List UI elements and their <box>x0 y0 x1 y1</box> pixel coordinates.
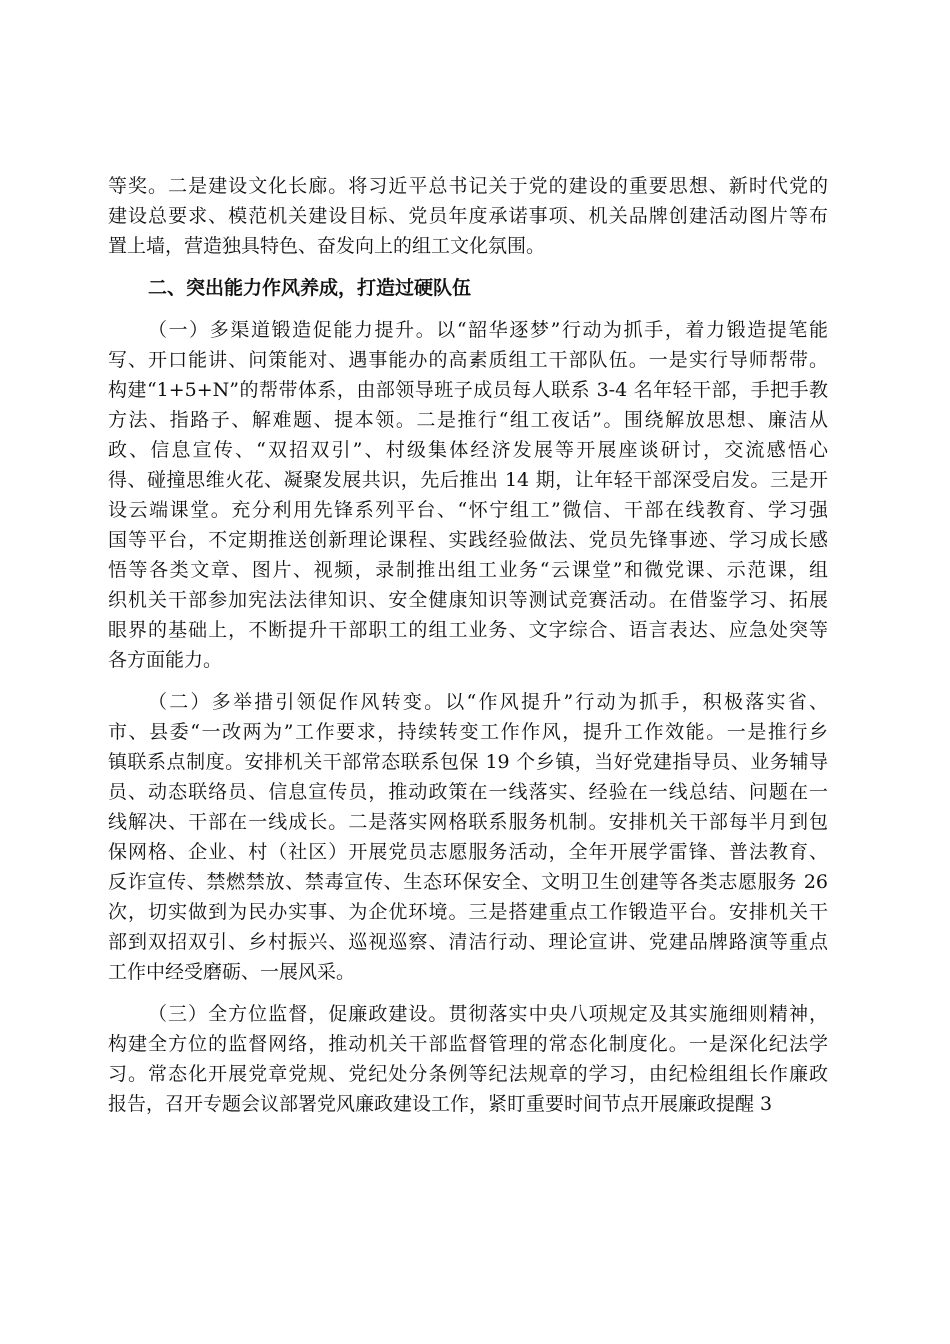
text-line: 眼界的基础上，不断提升干部职工的组工业务、文字综合、语言表达、应急处突等 <box>108 619 828 641</box>
text-line: 得、碰撞思维火花、凝聚发展共识，先后推出 14 期，让年轻干部深受启发。三是开 <box>108 469 828 491</box>
text-line: 市、县委“一改两为”工作要求，持续转变工作作风，提升工作效能。一是推行乡 <box>108 721 828 743</box>
text-line: 反诈宣传、禁燃禁放、禁毒宣传、生态环保安全、文明卫生创建等各类志愿服务 26 <box>108 871 828 893</box>
text-line: 织机关干部参加宪法法律知识、安全健康知识等测试竞赛活动。在借鉴学习、拓展 <box>108 589 828 611</box>
text-line: 各方面能力。 <box>108 649 223 671</box>
text-line: 镇联系点制度。安排机关干部常态联系包保 19 个乡镇，当好党建指导员、业务辅导 <box>108 751 828 773</box>
text-line: 报告，召开专题会议部署党风廉政建设工作，紧盯重要时间节点开展廉政提醒 3 <box>108 1093 773 1115</box>
text-line: （一）多渠道锻造促能力提升。以“韶华逐梦”行动为抓手，着力锻造提笔能 <box>148 319 828 341</box>
text-line: 线解决、干部在一线成长。二是落实网格联系服务机制。安排机关干部每半月到包 <box>108 811 828 833</box>
paragraph-work-style <box>108 687 828 987</box>
text-line: 置上墙，营造独具特色、奋发向上的组工文化氛围。 <box>108 235 546 257</box>
text-line: 建设总要求、模范机关建设目标、党员年度承诺事项、机关品牌创建活动图片等布 <box>108 205 828 227</box>
text-line: 国等平台，不定期推送创新理论课程、实践经验做法、党员先锋事迹、学习成长感 <box>108 529 828 551</box>
text-line: 写、开口能讲、问策能对、遇事能办的高素质组工干部队伍。一是实行导师帮带。 <box>108 349 828 371</box>
text-line: 习。常态化开展党章党规、党纪处分条例等纪法规章的学习，由纪检组组长作廉政 <box>108 1063 828 1085</box>
section-heading <box>108 273 828 303</box>
text-line: 部到双招双引、乡村振兴、巡视巡察、清洁行动、理论宣讲、党建品牌路演等重点 <box>108 931 828 953</box>
section-heading-text: 二、突出能力作风养成，打造过硬队伍 <box>148 277 472 299</box>
text-line: 方法、指路子、解难题、提本领。二是推行“组工夜话”。围绕解放思想、廉洁从 <box>108 409 828 431</box>
text-line: 员、动态联络员、信息宣传员，推动政策在一线落实、经验在一线总结、问题在一 <box>108 781 828 803</box>
paragraph-culture-corridor <box>108 171 828 261</box>
text-line: 悟等各类文章、图片、视频，录制推出组工业务“云课堂”和微党课、示范课，组 <box>108 559 828 581</box>
document-body <box>108 171 828 1119</box>
paragraph-ability-building <box>108 315 828 675</box>
text-line: 构建全方位的监督网络，推动机关干部监督管理的常态化制度化。一是深化纪法学 <box>108 1033 828 1055</box>
text-line: 构建“1+5+N”的帮带体系，由部领导班子成员每人联系 3-4 名年轻干部，手把手教 <box>108 379 828 401</box>
text-line: 保网格、企业、村（社区）开展党员志愿服务活动，全年开展学雷锋、普法教育、 <box>108 841 828 863</box>
text-line: （三）全方位监督，促廉政建设。贯彻落实中央八项规定及其实施细则精神， <box>148 1003 828 1025</box>
text-line: 政、信息宣传、“双招双引”、村级集体经济发展等开展座谈研讨，交流感悟心 <box>108 439 828 461</box>
text-line: 次，切实做到为民办实事、为企优环境。三是搭建重点工作锻造平台。安排机关干 <box>108 901 828 923</box>
paragraph-integrity <box>108 999 828 1119</box>
text-line: 等奖。二是建设文化长廊。将习近平总书记关于党的建设的重要思想、新时代党的 <box>108 175 828 197</box>
text-line: （二）多举措引领促作风转变。以“作风提升”行动为抓手，积极落实省、 <box>148 691 828 713</box>
text-line: 设云端课堂。充分利用先锋系列平台、“怀宁组工”微信、干部在线教育、学习强 <box>108 499 828 521</box>
text-line: 工作中经受磨砺、一展风采。 <box>108 961 356 983</box>
